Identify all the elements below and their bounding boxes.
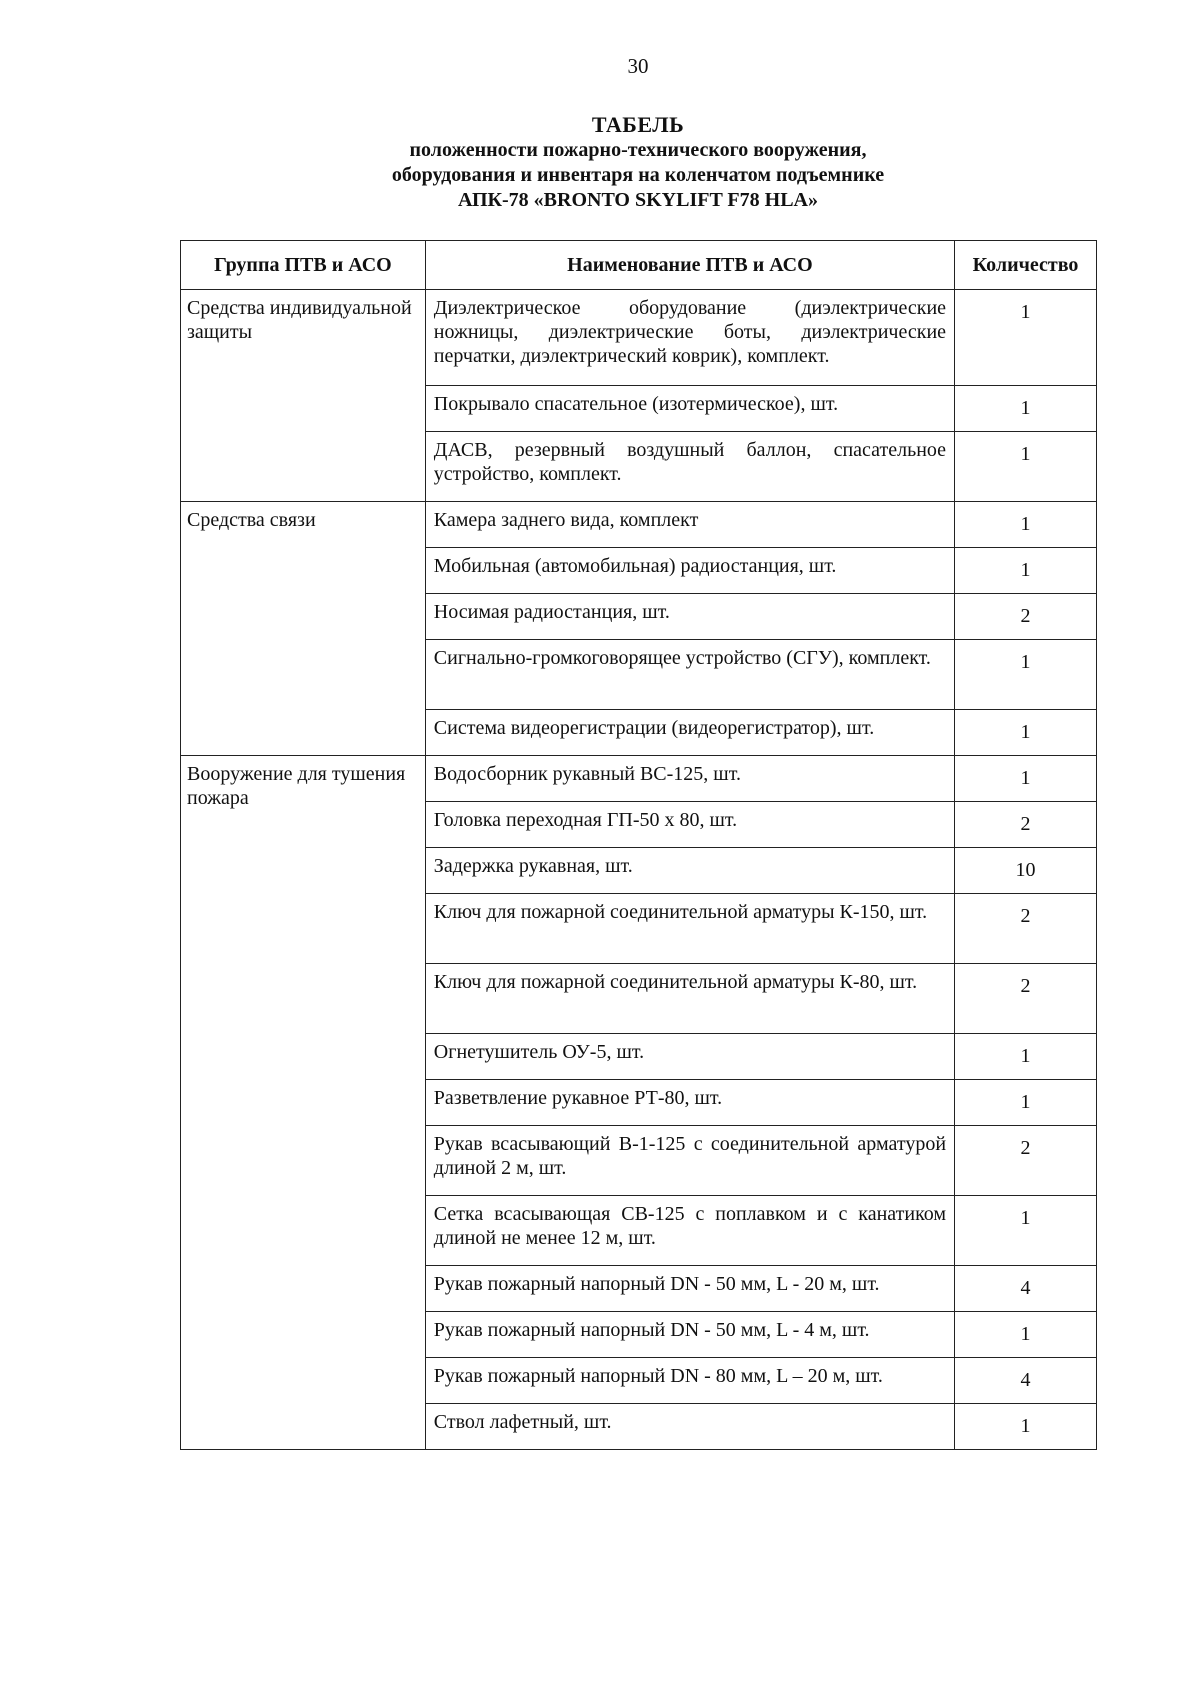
item-name-cell: Ключ для пожарной соединительной арматуры К-80, шт.	[425, 964, 954, 1034]
item-name-cell: ДАСВ, резервный воздушный баллон, спасательное устройство, комплект.	[425, 432, 954, 502]
subtitle-line: положенности пожарно-технического вооружения,	[409, 139, 867, 161]
item-name-cell: Рукав пожарный напорный DN - 50 мм, L - 4 м, шт.	[425, 1312, 954, 1358]
header-quantity: Количество	[955, 241, 1097, 290]
item-quantity-cell: 1	[955, 1404, 1097, 1450]
page-number: 30	[627, 54, 649, 78]
document-title: ТАБЕЛЬ	[591, 112, 685, 137]
item-quantity-cell: 1	[955, 1034, 1097, 1080]
item-quantity-cell: 1	[955, 1080, 1097, 1126]
group-cell: Вооружение для тушения пожара	[181, 756, 426, 1450]
item-quantity-cell: 1	[955, 1196, 1097, 1266]
subtitle-line: АПК-78 «BRONTO SKYLIFT F78 HLA»	[458, 189, 818, 211]
item-name-cell: Рукав пожарный напорный DN - 50 мм, L - 20 м, шт.	[425, 1266, 954, 1312]
item-name-cell: Сетка всасывающая СВ-125 с поплавком и с канатиком длиной не менее 12 м, шт.	[425, 1196, 954, 1266]
item-quantity-cell: 2	[955, 594, 1097, 640]
item-name-cell: Носимая радиостанция, шт.	[425, 594, 954, 640]
item-name-cell: Диэлектрическое оборудование (диэлектрические ножницы, диэлектрические боты, диэлектрические перчатки, диэлектрический коврик), комплект.	[425, 290, 954, 386]
item-quantity-cell: 1	[955, 640, 1097, 710]
title-block	[300, 112, 976, 213]
subtitle-line: оборудования и инвентаря на коленчатом подъемнике	[391, 164, 885, 186]
item-quantity-cell: 4	[955, 1266, 1097, 1312]
item-name-cell: Головка переходная ГП-50 х 80, шт.	[425, 802, 954, 848]
table-row	[181, 290, 1097, 386]
item-name-cell: Ствол лафетный, шт.	[425, 1404, 954, 1450]
item-quantity-cell: 2	[955, 1126, 1097, 1196]
item-quantity-cell: 4	[955, 1358, 1097, 1404]
header-group: Группа ПТВ и АСО	[181, 241, 426, 290]
table-row	[181, 502, 1097, 548]
group-cell: Средства индивидуальной защиты	[181, 290, 426, 502]
header-row	[181, 241, 1097, 290]
item-quantity-cell: 1	[955, 1312, 1097, 1358]
header-name: Наименование ПТВ и АСО	[425, 241, 954, 290]
equipment-table	[180, 240, 1097, 1450]
item-name-cell: Рукав всасывающий В-1-125 с соединительной арматурой длиной 2 м, шт.	[425, 1126, 954, 1196]
item-quantity-cell: 2	[955, 894, 1097, 964]
item-quantity-cell: 1	[955, 710, 1097, 756]
item-quantity-cell: 1	[955, 548, 1097, 594]
item-quantity-cell: 1	[955, 756, 1097, 802]
item-name-cell: Задержка рукавная, шт.	[425, 848, 954, 894]
item-name-cell: Покрывало спасательное (изотермическое), шт.	[425, 386, 954, 432]
item-name-cell: Водосборник рукавный ВС-125, шт.	[425, 756, 954, 802]
item-name-cell: Ключ для пожарной соединительной арматуры К-150, шт.	[425, 894, 954, 964]
item-name-cell: Разветвление рукавное РТ-80, шт.	[425, 1080, 954, 1126]
item-name-cell: Рукав пожарный напорный DN - 80 мм, L – 20 м, шт.	[425, 1358, 954, 1404]
item-name-cell: Система видеорегистрации (видеорегистратор), шт.	[425, 710, 954, 756]
document-subtitle	[300, 138, 976, 213]
item-quantity-cell: 1	[955, 386, 1097, 432]
item-name-cell: Камера заднего вида, комплект	[425, 502, 954, 548]
group-cell: Средства связи	[181, 502, 426, 756]
item-quantity-cell: 1	[955, 502, 1097, 548]
item-quantity-cell: 2	[955, 964, 1097, 1034]
item-name-cell: Мобильная (автомобильная) радиостанция, шт.	[425, 548, 954, 594]
item-name-cell: Огнетушитель ОУ-5, шт.	[425, 1034, 954, 1080]
item-quantity-cell: 1	[955, 290, 1097, 386]
item-quantity-cell: 10	[955, 848, 1097, 894]
table-body	[181, 290, 1097, 1450]
table-header	[181, 241, 1097, 290]
item-quantity-cell: 1	[955, 432, 1097, 502]
item-quantity-cell: 2	[955, 802, 1097, 848]
table-row	[181, 756, 1097, 802]
item-name-cell: Сигнально-громкоговорящее устройство (СГУ), комплект.	[425, 640, 954, 710]
